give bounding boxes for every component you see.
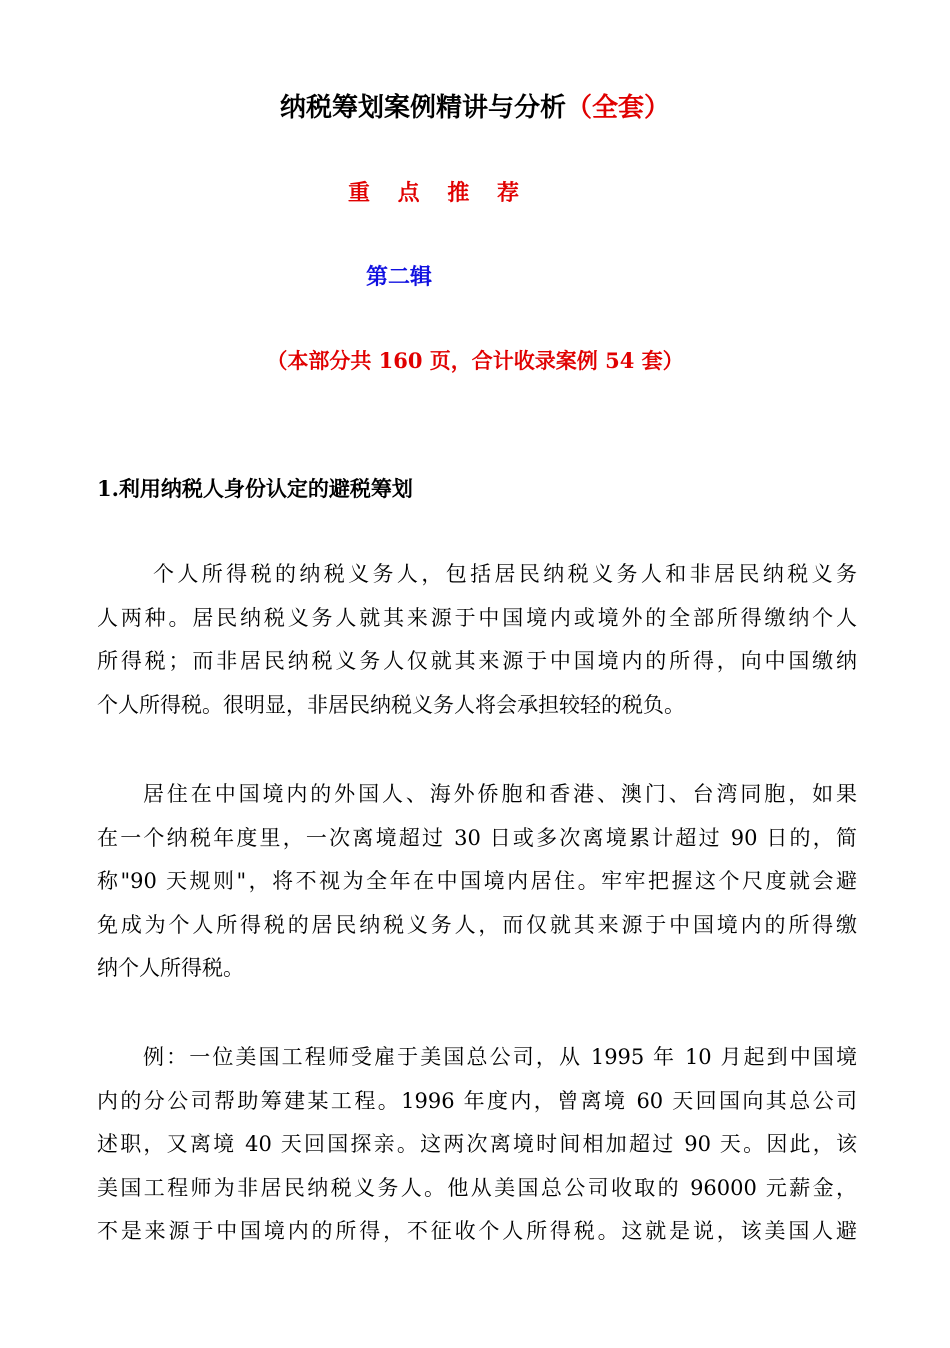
section-heading: 1.利用纳税人身份认定的避税筹划: [97, 476, 413, 501]
paragraph-line: 个人所得税。很明显，非居民纳税义务人将会承担较轻的税负。: [97, 692, 685, 717]
document-title-suffix: （全套）: [566, 93, 671, 123]
paragraph-line: 纳个人所得税。: [97, 956, 244, 980]
paragraph-line: 内的分公司帮助筹建某工程。1996 年度内，曾离境 60 天回国向其总公司: [97, 1088, 857, 1113]
paragraph-line: 例：一位美国工程师受雇于美国总公司，从 1995 年 10 月起到中国境: [143, 1045, 857, 1069]
document-title: [0, 88, 950, 128]
paragraph-line: 居住在中国境内的外国人、海外侨胞和香港、澳门、台湾同胞，如果: [143, 782, 857, 806]
recommend-label: 重 点 推 荐: [348, 180, 529, 206]
paragraph-line: 免成为个人所得税的居民纳税义务人，而仅就其来源于中国境内的所得缴: [97, 912, 857, 937]
paragraph-2: [97, 773, 857, 991]
paragraph-line: 所得税；而非居民纳税义务人仅就其来源于中国境内的所得，向中国缴纳: [97, 649, 857, 673]
paragraph-line: 称"90 天规则"，将不视为全年在中国境内居住。牢牢把握这个尺度就会避: [97, 869, 857, 893]
paragraph-3: [97, 1036, 857, 1254]
volume-label: 第二辑: [366, 264, 433, 290]
page-count-info: （本部分共 160 页，合计收录案例 54 套）: [266, 348, 684, 373]
paragraph-line: 人两种。居民纳税义务人就其来源于中国境内或境外的全部所得缴纳个人: [97, 605, 857, 630]
document-title-main: 纳税筹划案例精讲与分析: [279, 93, 566, 123]
paragraph-line: 不是来源于中国境内的所得，不征收个人所得税。这就是说，该美国人避: [97, 1219, 857, 1243]
paragraph-1: [97, 553, 857, 727]
paragraph-line: 述职，又离境 40 天回国探亲。这两次离境时间相加超过 90 天。因此，该: [97, 1132, 857, 1156]
paragraph-line: 个人所得税的纳税义务人，包括居民纳税义务人和非居民纳税义务: [153, 562, 857, 586]
paragraph-line: 在一个纳税年度里，一次离境超过 30 日或多次离境累计超过 90 日的，简: [97, 825, 857, 850]
paragraph-line: 美国工程师为非居民纳税义务人。他从美国总公司收取的 96000 元薪金，: [97, 1175, 857, 1200]
